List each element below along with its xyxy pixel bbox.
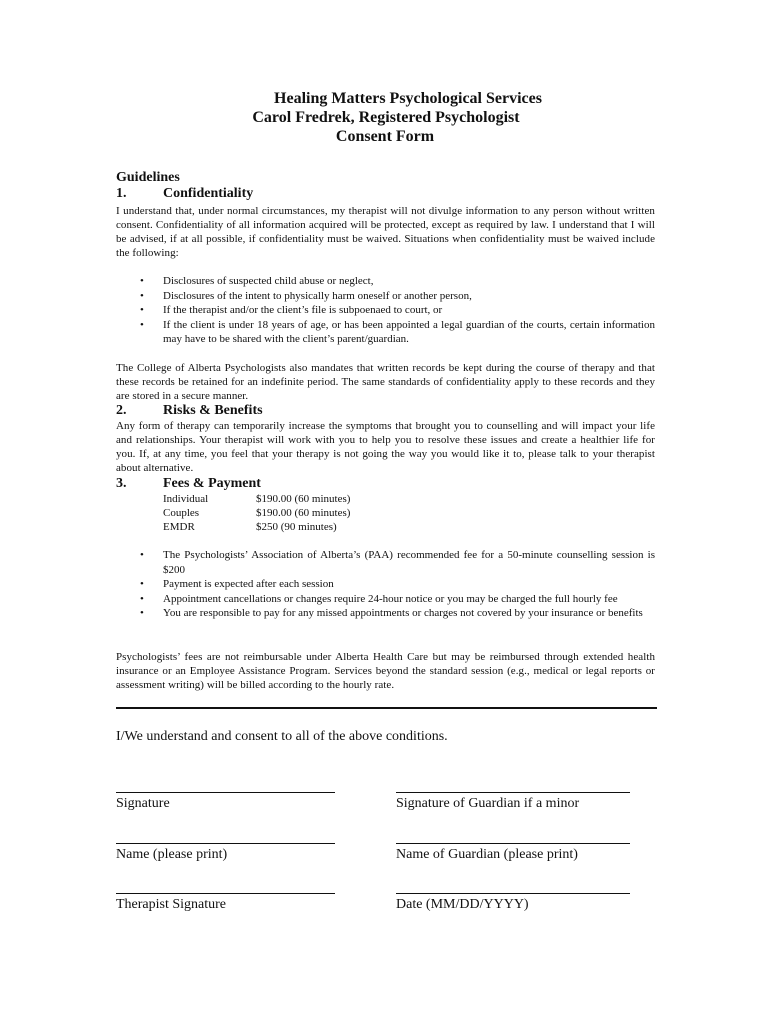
fee-row xyxy=(163,492,350,506)
therapist-signature-label: Therapist Signature xyxy=(116,897,227,912)
name-print-label: Name (please print) xyxy=(116,847,228,862)
fee-price: $250 (90 minutes) xyxy=(256,521,337,533)
signature-line[interactable] xyxy=(116,792,335,793)
bullet-icon: • xyxy=(140,304,144,316)
list-item: • The Psychologists’ Association of Alberta’s (PAA) recommended fee for a 50-minute counselling session is $200 xyxy=(140,549,655,576)
bullet-icon: • xyxy=(140,592,144,605)
bullet-icon: • xyxy=(140,549,144,561)
section-number-2: 2. xyxy=(116,403,127,418)
name-print-line[interactable] xyxy=(116,843,335,844)
section-number-1: 1. xyxy=(116,186,127,201)
confidentiality-intro: I understand that, under normal circumstances, my therapist will not divulge information to any person without written consent. Confidentiality of all information acquired will be protected, except as required by law. I understand that I will be advised, if at all possible, if confidentiality must be waived. Situations when confidentiality must be waived include the following: xyxy=(116,205,655,259)
bullet-icon: • xyxy=(140,607,144,619)
section-title-confidentiality: Confidentiality xyxy=(163,186,254,201)
fee-type: Individual xyxy=(163,493,209,505)
confidentiality-closing: The College of Alberta Psychologists also mandates that written records be kept during the course of therapy and that these records be retained for an indefinite period. The same standards of confidentiality apply to these records and they are stored in a secure manner. xyxy=(116,362,655,402)
list-item: • If the therapist and/or the client’s file is subpoenaed to court, or xyxy=(140,304,443,316)
bullet-icon: • xyxy=(140,578,144,590)
date-line[interactable] xyxy=(396,893,630,894)
guardian-signature-label: Signature of Guardian if a minor xyxy=(396,796,580,811)
fees-closing: Psychologists’ fees are not reimbursable under Alberta Health Care but may be reimbursed through extended health insurance or an Employee Assistance Program. Services beyond the standard session (e.g., medical or legal reports or assessment writing) will be billed according to the hourly rate. xyxy=(116,651,655,691)
bullet-icon: • xyxy=(140,275,144,287)
therapist-signature-line[interactable] xyxy=(116,893,335,894)
guardian-signature-line[interactable] xyxy=(396,792,630,793)
risks-text: Any form of therapy can temporarily increase the symptoms that brought you to counselling and will impact your life and relationships. Your therapist will work with you to help you to resolve these issues and create a healthier life for you. If, at any time, you feel that your therapy is not going the way you would like it to, please talk to your therapist about alternative. xyxy=(116,420,655,474)
fee-price: $190.00 (60 minutes) xyxy=(256,507,351,519)
guidelines-heading: Guidelines xyxy=(116,170,180,185)
fee-type: Couples xyxy=(163,507,200,519)
fee-row xyxy=(163,520,350,534)
practice-name: Healing Matters Psychological Services xyxy=(274,90,542,107)
list-item: • Appointment cancellations or changes require 24-hour notice or you may be charged the full hourly fee xyxy=(140,592,618,605)
bullet-icon: • xyxy=(140,318,144,331)
fee-price: $190.00 (60 minutes) xyxy=(256,493,351,505)
fees-bullet-list xyxy=(116,548,655,621)
psychologist-name: Carol Fredrek, Registered Psychologist xyxy=(252,109,520,126)
bullet-icon: • xyxy=(140,289,144,302)
section-title-fees-payment: Fees & Payment xyxy=(163,476,261,491)
signature-label: Signature xyxy=(116,796,170,811)
guardian-name-print-label: Name of Guardian (please print) xyxy=(396,847,578,862)
section-number-3: 3. xyxy=(116,476,127,491)
fee-type: EMDR xyxy=(163,521,195,533)
form-title: Consent Form xyxy=(335,128,435,145)
guardian-name-print-line[interactable] xyxy=(396,843,630,844)
list-item: • Disclosures of suspected child abuse or neglect, xyxy=(140,275,374,287)
list-item: • Payment is expected after each session xyxy=(140,578,334,590)
fee-schedule xyxy=(163,492,350,534)
consent-statement: I/We understand and consent to all of the above conditions. xyxy=(116,729,448,744)
section-divider xyxy=(116,707,657,709)
list-item: • Disclosures of the intent to physically harm oneself or another person, xyxy=(140,289,472,302)
section-title-risks-benefits: Risks & Benefits xyxy=(163,403,263,418)
date-label: Date (MM/DD/YYYY) xyxy=(396,897,529,912)
list-item: • You are responsible to pay for any missed appointments or charges not covered by your insurance or benefits xyxy=(140,607,643,619)
list-item: • If the client is under 18 years of age, or has been appointed a legal guardian of the courts, certain information may have to be shared with the client’s parent/guardian. xyxy=(140,318,655,345)
confidentiality-bullet-list xyxy=(116,274,655,347)
fee-row xyxy=(163,506,350,520)
